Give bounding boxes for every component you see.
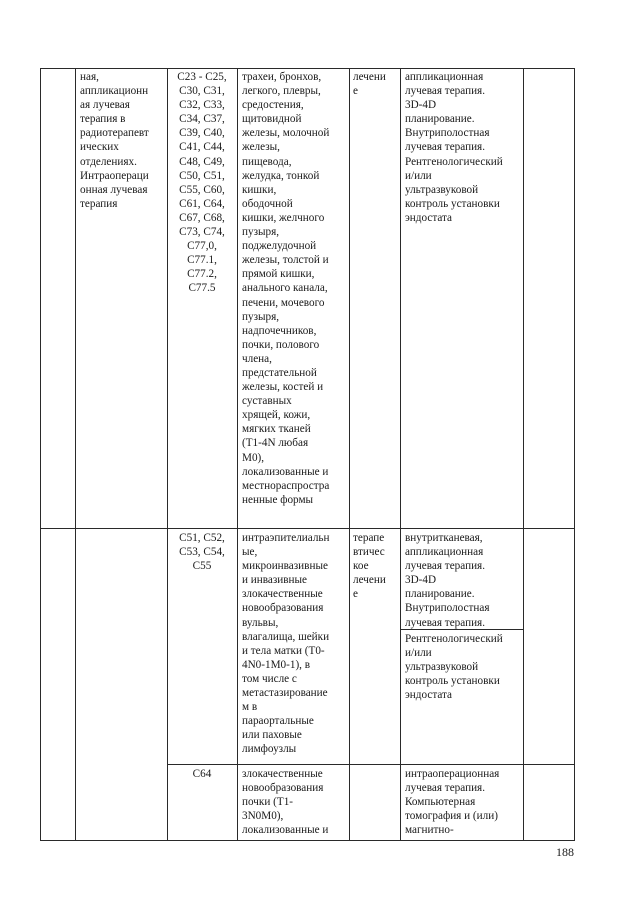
column-divider-1 <box>75 68 76 840</box>
row3-method: интраоперационная лучевая терапия. Компьютерная томография и (или) магнитно- <box>405 768 500 837</box>
row2-treatment-kind: терапе втичес кое лечени е <box>353 532 386 601</box>
row1-icd-codes: C23 - C25, C30, C31, C32, C33, C34, C37, C39, C40, C41, C44, C48, C49, C50, C51, C55, C60, C61, C64, C67, C68, C73, C74, C77,0, C77.1, C77.2, C77.5 <box>177 71 227 295</box>
row3-diagnosis: злокачественные новообразования почки (T1- 3N0M0), локализованные и <box>242 768 329 837</box>
row1-method: аппликационная лучевая терапия. 3D-4D планирование. Внутриполостная лучевая терапия. Рентгенологический и/или ультразвуковой контроль установки эндостата <box>405 71 503 224</box>
column-divider-4 <box>349 68 350 840</box>
row2-icd-codes: C51, C52, C53, C54, C55 <box>179 532 225 573</box>
row2-diagnosis: интраэпителиальн ые, микроинвазивные и инвазивные злокачественные новообразования вульвы, влагалища, шейки и тела матки (T0- 4N0-1M0-1), в том числе с метастазирование м в параортальные или паховые лимфоузлы <box>242 532 330 756</box>
row2-method-part1: внутритканевая, аппликационная лучевая терапия. 3D-4D планирование. Внутриполостная лучевая терапия. <box>405 532 490 629</box>
table-border-left <box>40 68 41 840</box>
row-divider-1 <box>40 528 575 529</box>
row-divider-2 <box>167 764 575 765</box>
column-divider-6 <box>523 68 524 840</box>
table-border-bottom <box>40 840 575 841</box>
page-number: 188 <box>556 845 574 859</box>
row1-diagnosis: трахеи, бронхов, легкого, плевры, средостения, щитовидной железы, молочной железы, пищевода, желудка, тонкой кишки, ободочной кишки, желчного пузыря, поджелудочной железы, толстой и прямой кишки, анального канала, печени, мочевого пузыря, надпочечников, почки, полового члена, предстательной железы, костей и суставных хрящей, кожи, мягких тканей (T1-4N любая M0), локализованные и местнораспростра ненные формы <box>242 71 330 506</box>
row3-icd-codes: C64 <box>192 768 212 780</box>
row1-treatment-kind: лечени е <box>353 71 386 98</box>
row2-method-part2: Рентгенологический и/или ультразвуковой контроль установки эндостата <box>405 633 503 702</box>
row1-treatment-type: ная, аппликационн ая лучевая терапия в радиотерапевт ических отделениях. Интраопераци онная лучевая терапия <box>80 71 149 210</box>
column-divider-5 <box>400 68 401 840</box>
table-border-top <box>40 68 575 69</box>
column-divider-3 <box>237 68 238 840</box>
table-border-right <box>574 68 575 840</box>
